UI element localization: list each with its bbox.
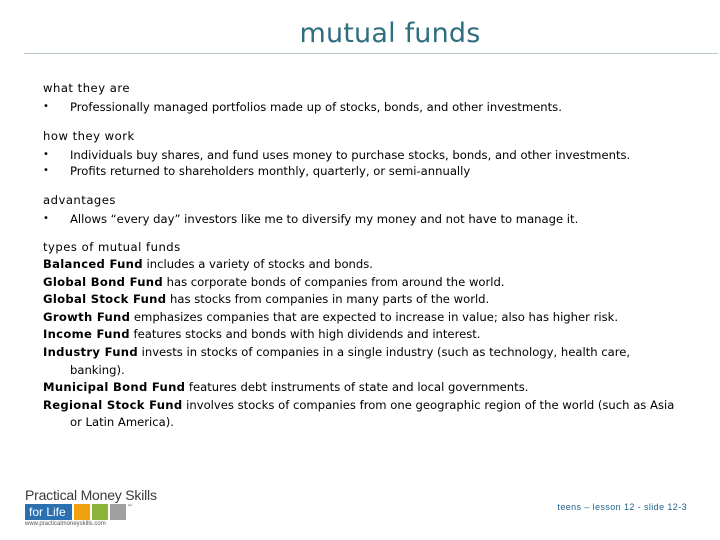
fund-description: involves stocks of companies from one geographic region of the world (such as Asia or Latin America).: [70, 397, 675, 430]
section-heading: types of mutual funds: [43, 240, 181, 254]
fund-item: [43, 326, 683, 344]
fund-description: includes a variety of stocks and bonds.: [142, 257, 373, 271]
fund-description: has stocks from companies in many parts of the world.: [166, 292, 490, 307]
fund-description: features stocks and bonds with high dividends and interest.: [129, 327, 481, 342]
fund-item: [43, 274, 683, 292]
fund-name: Global Bond Fund: [43, 274, 163, 289]
logo-row: [25, 504, 165, 520]
logo-name: Practical Money Skills: [25, 487, 157, 503]
bullet-icon: •: [43, 165, 49, 176]
brand-logo: [25, 487, 165, 527]
fund-description: invests in stocks of companies in a single industry (such as technology, health care, banking).: [70, 344, 631, 377]
section-advantages: [43, 192, 683, 226]
logo-swatch-gray: [110, 504, 126, 520]
fund-name: Municipal Bond Fund: [43, 380, 186, 395]
fund-name: Growth Fund: [43, 309, 131, 324]
bullet-text: Allows “every day” investors like me to diversify my money and not have to manage it.: [70, 211, 579, 226]
fund-description: emphasizes companies that are expected to increase in value; also has higher risk.: [130, 309, 619, 324]
logo-url: www.practicalmoneyskills.com: [25, 521, 106, 527]
page-title: mutual funds: [299, 18, 481, 49]
section-how-they-work: [43, 128, 683, 178]
fund-name: Industry Fund: [43, 344, 138, 359]
trademark-symbol: ™: [126, 504, 133, 511]
bullet-item: [43, 213, 683, 226]
bullet-icon: •: [43, 212, 49, 224]
fund-name: Income Fund: [43, 327, 130, 342]
fund-item: [43, 309, 683, 327]
fund-item: [43, 291, 683, 309]
title-divider: [24, 53, 718, 54]
fund-name: Regional Stock Fund: [43, 397, 183, 412]
section-heading: advantages: [43, 192, 116, 207]
bullet-text: Professionally managed portfolios made up of stocks, bonds, and other investments.: [70, 100, 562, 114]
slide-footer: teens – lesson 12 - slide 12-3: [557, 502, 687, 512]
bullet-text: Individuals buy shares, and fund uses money to purchase stocks, bonds, and other investments.: [70, 147, 631, 162]
section-heading: how they work: [43, 128, 135, 143]
bullet-item: [43, 149, 683, 162]
bullet-icon: •: [43, 101, 49, 112]
logo-tagline: for Life: [25, 504, 72, 520]
fund-name: Balanced Fund: [43, 257, 143, 271]
logo-swatch-green: [92, 504, 108, 520]
slide-content: [43, 80, 683, 446]
fund-name: Global Stock Fund: [43, 292, 167, 307]
fund-item: [43, 397, 683, 432]
fund-item: [43, 344, 683, 379]
bullet-item: [43, 101, 683, 114]
bullet-icon: •: [43, 148, 49, 160]
logo-swatch-orange: [74, 504, 90, 520]
section-types: [43, 239, 683, 432]
section-heading: what they are: [43, 81, 130, 95]
bullet-item: [43, 165, 683, 178]
bullet-text: Profits returned to shareholders monthly, quarterly, or semi-annually: [70, 164, 471, 178]
fund-description: has corporate bonds of companies from around the world.: [162, 274, 505, 289]
fund-item: [43, 256, 683, 274]
section-what-they-are: [43, 80, 683, 114]
fund-description: features debt instruments of state and local governments.: [185, 380, 529, 395]
fund-item: [43, 379, 683, 397]
